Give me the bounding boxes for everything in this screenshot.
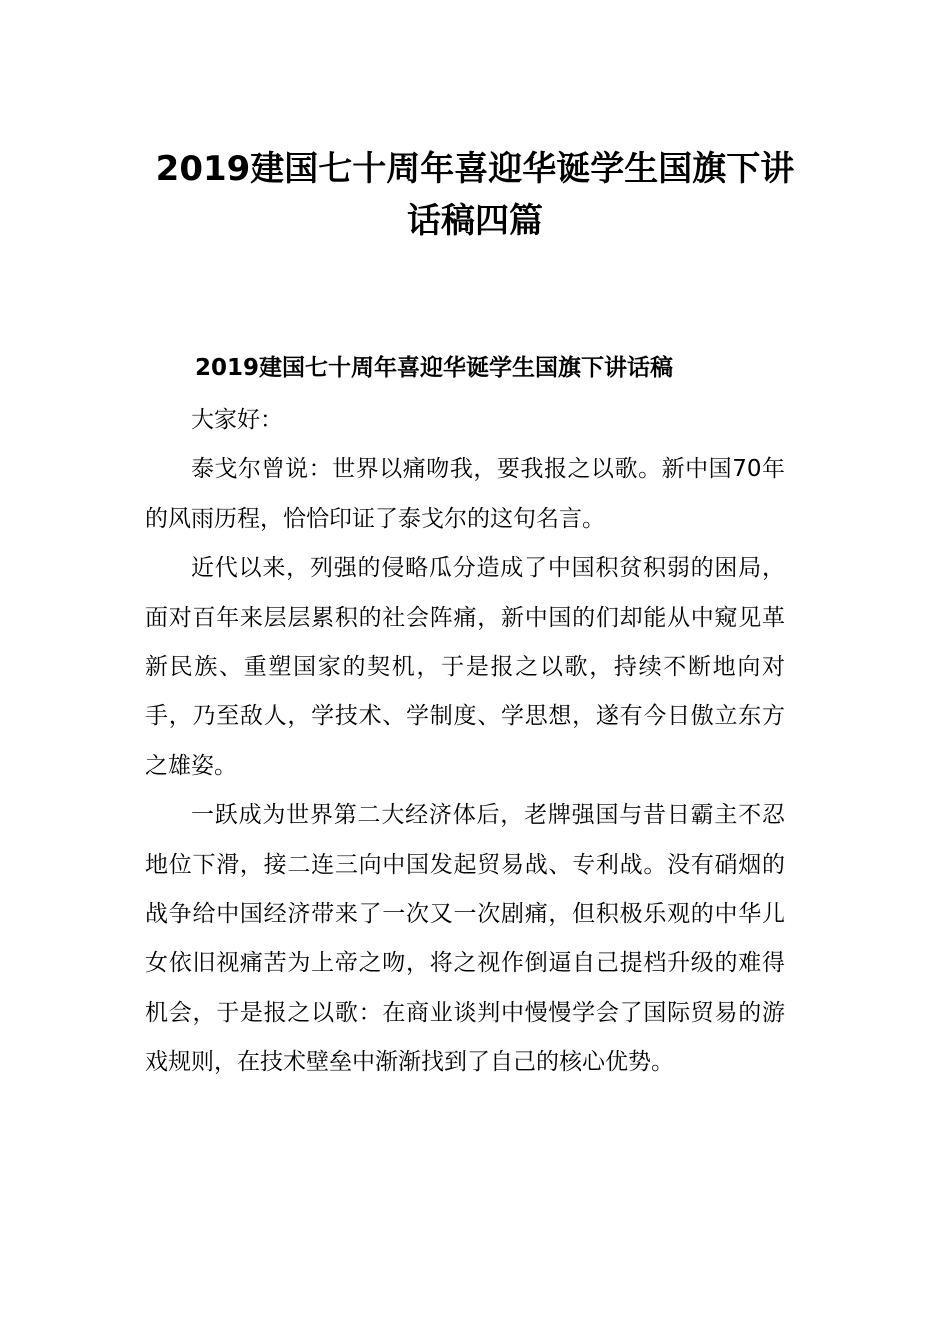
paragraph-modern-history: 近代以来，列强的侵略瓜分造成了中国积贫积弱的困局，面对百年来层层累积的社会阵痛，新中国的们却能从中窥见革新民族、重塑国家的契机，于是报之以歌，持续不断地向对手，乃至敌人，学技术、学制度、学思想，遂有今日傲立东方之雄姿。 bbox=[145, 555, 785, 779]
section-heading: 2019建国七十周年喜迎华诞学生国旗下讲话稿 bbox=[195, 355, 674, 381]
document-body bbox=[145, 396, 785, 1088]
paragraph-greeting: 大家好： bbox=[191, 407, 283, 433]
document-title: 2019建国七十周年喜迎华诞学生国旗下讲话稿四篇 bbox=[155, 149, 795, 241]
paragraph-economy: 一跃成为世界第二大经济体后，老牌强国与昔日霸主不忍地位下滑，接二连三向中国发起贸易战、专利战。没有硝烟的战争给中国经济带来了一次又一次剧痛，但积极乐观的中华儿女依旧视痛苦为上帝之吻，将之视作倒逼自己提档升级的难得机会，于是报之以歌：在商业谈判中慢慢学会了国际贸易的游戏规则，在技术壁垒中渐渐找到了自己的核心优势。 bbox=[145, 802, 785, 1076]
paragraph-tagore-quote: 泰戈尔曾说：世界以痛吻我，要我报之以歌。新中国70年的风雨历程，恰恰印证了泰戈尔的这句名言。 bbox=[145, 456, 785, 532]
